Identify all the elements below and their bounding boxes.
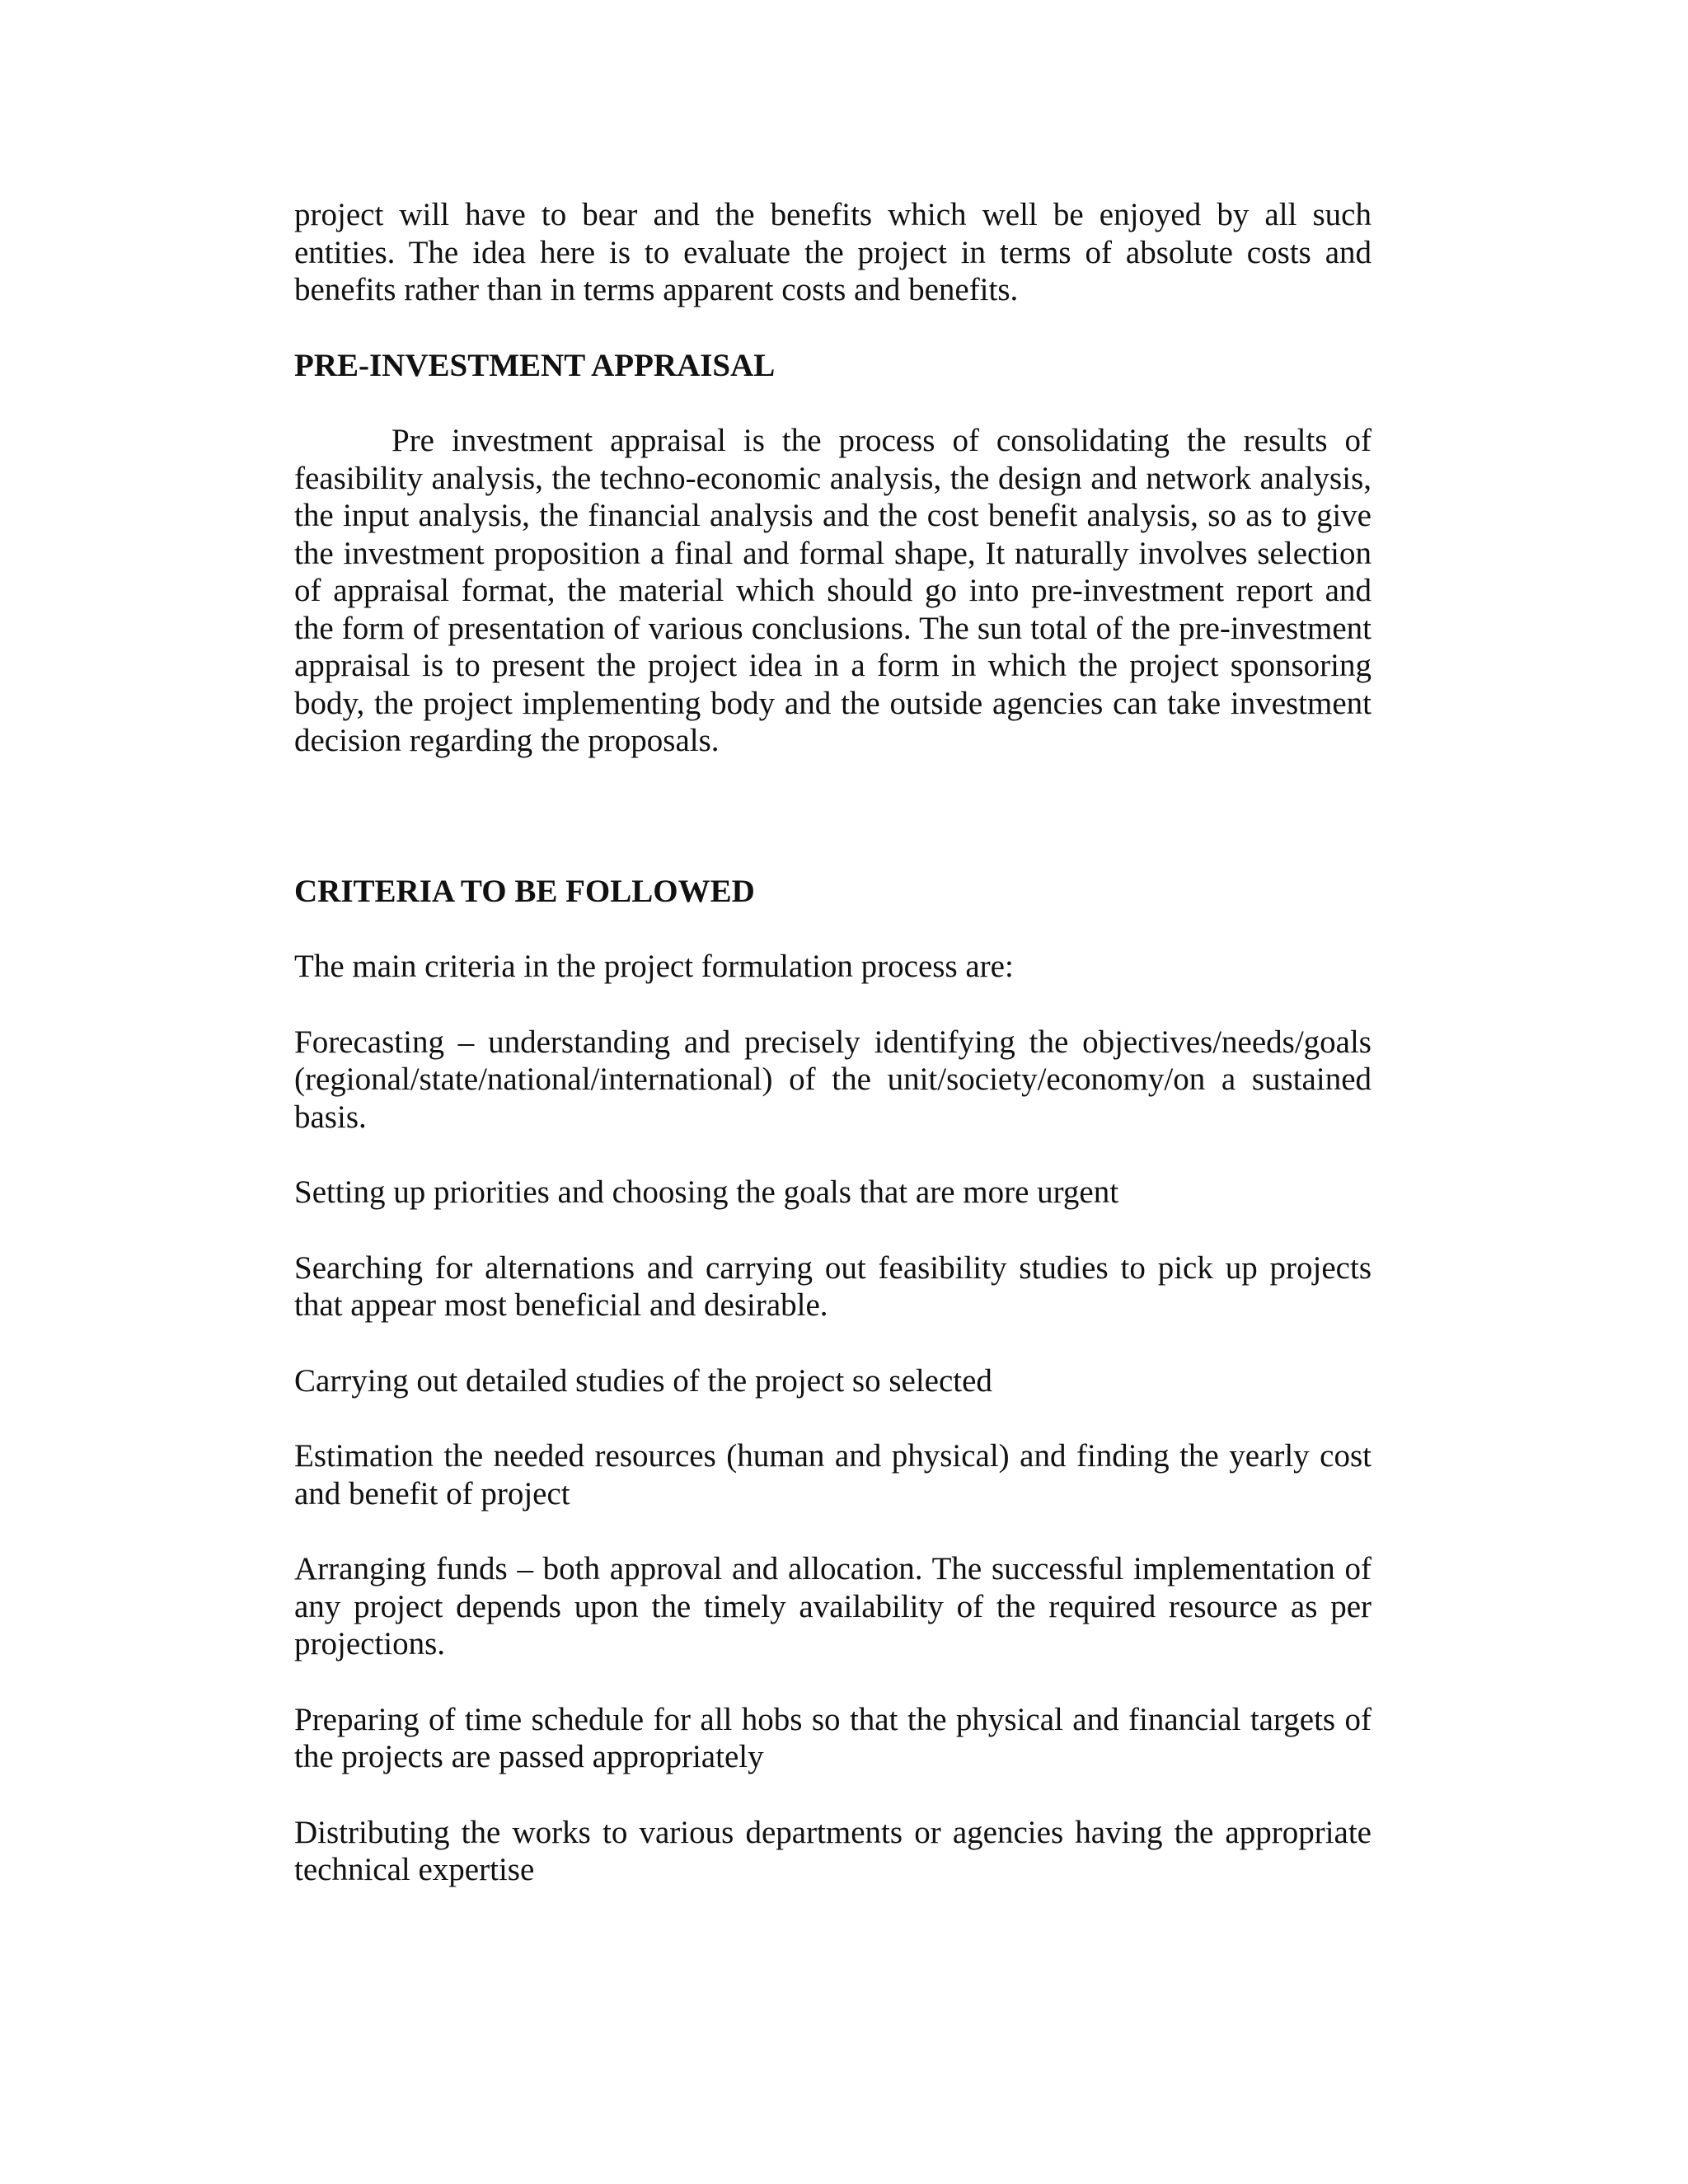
criteria-item: Arranging funds – both approval and allocation. The successful implementation of any project depends upon the timely availability of the required resource as per projections. bbox=[294, 1551, 1372, 1661]
intro-paragraph: project will have to bear and the benefits which well be enjoyed by all such entities. The idea here is to evaluate the project in terms of absolute costs and benefits rather than in terms apparent costs and benefits. bbox=[294, 197, 1372, 307]
criteria-item: Preparing of time schedule for all hobs so that the physical and financial targets of the projects are passed appropriately bbox=[294, 1701, 1372, 1774]
criteria-item: Carrying out detailed studies of the project so selected bbox=[294, 1362, 992, 1399]
criteria-list bbox=[294, 1024, 1372, 1889]
criteria-intro: The main criteria in the project formulation process are: bbox=[294, 949, 1014, 984]
criteria-item: Setting up priorities and choosing the goals that are more urgent bbox=[294, 1174, 1119, 1210]
criteria-item: Forecasting – understanding and precisely identifying the objectives/needs/goals (regional/state/national/international) of the unit/society/economy/on a sustained basis. bbox=[294, 1024, 1372, 1135]
criteria-item: Distributing the works to various departments or agencies having the appropriate technical expertise bbox=[294, 1814, 1372, 1887]
criteria-item: Estimation the needed resources (human and physical) and finding the yearly cost and benefit of project bbox=[294, 1438, 1372, 1511]
pre-investment-appraisal-paragraph: Pre investment appraisal is the process of consolidating the results of feasibility analysis, the techno-economic analysis, the design and network analysis, the input analysis, the financial analysis and the cost benefit analysis, so as to give the investment proposition a final and formal shape, It naturally involves selection of appraisal format, the material which should go into pre-investment report and the form of presentation of various conclusions. The sun total of the pre-investment appraisal is to present the project idea in a form in which the project sponsoring body, the project implementing body and the outside agencies can take investment decision regarding the proposals. bbox=[294, 423, 1372, 758]
section-heading-criteria: CRITERIA TO BE FOLLOWED bbox=[294, 873, 755, 909]
section-heading-pre-investment-appraisal: PRE-INVESTMENT APPRAISAL bbox=[294, 347, 776, 383]
criteria-item: Searching for alternations and carrying out feasibility studies to pick up projects that appear most beneficial and desirable. bbox=[294, 1249, 1372, 1323]
document-page bbox=[294, 196, 1372, 1927]
